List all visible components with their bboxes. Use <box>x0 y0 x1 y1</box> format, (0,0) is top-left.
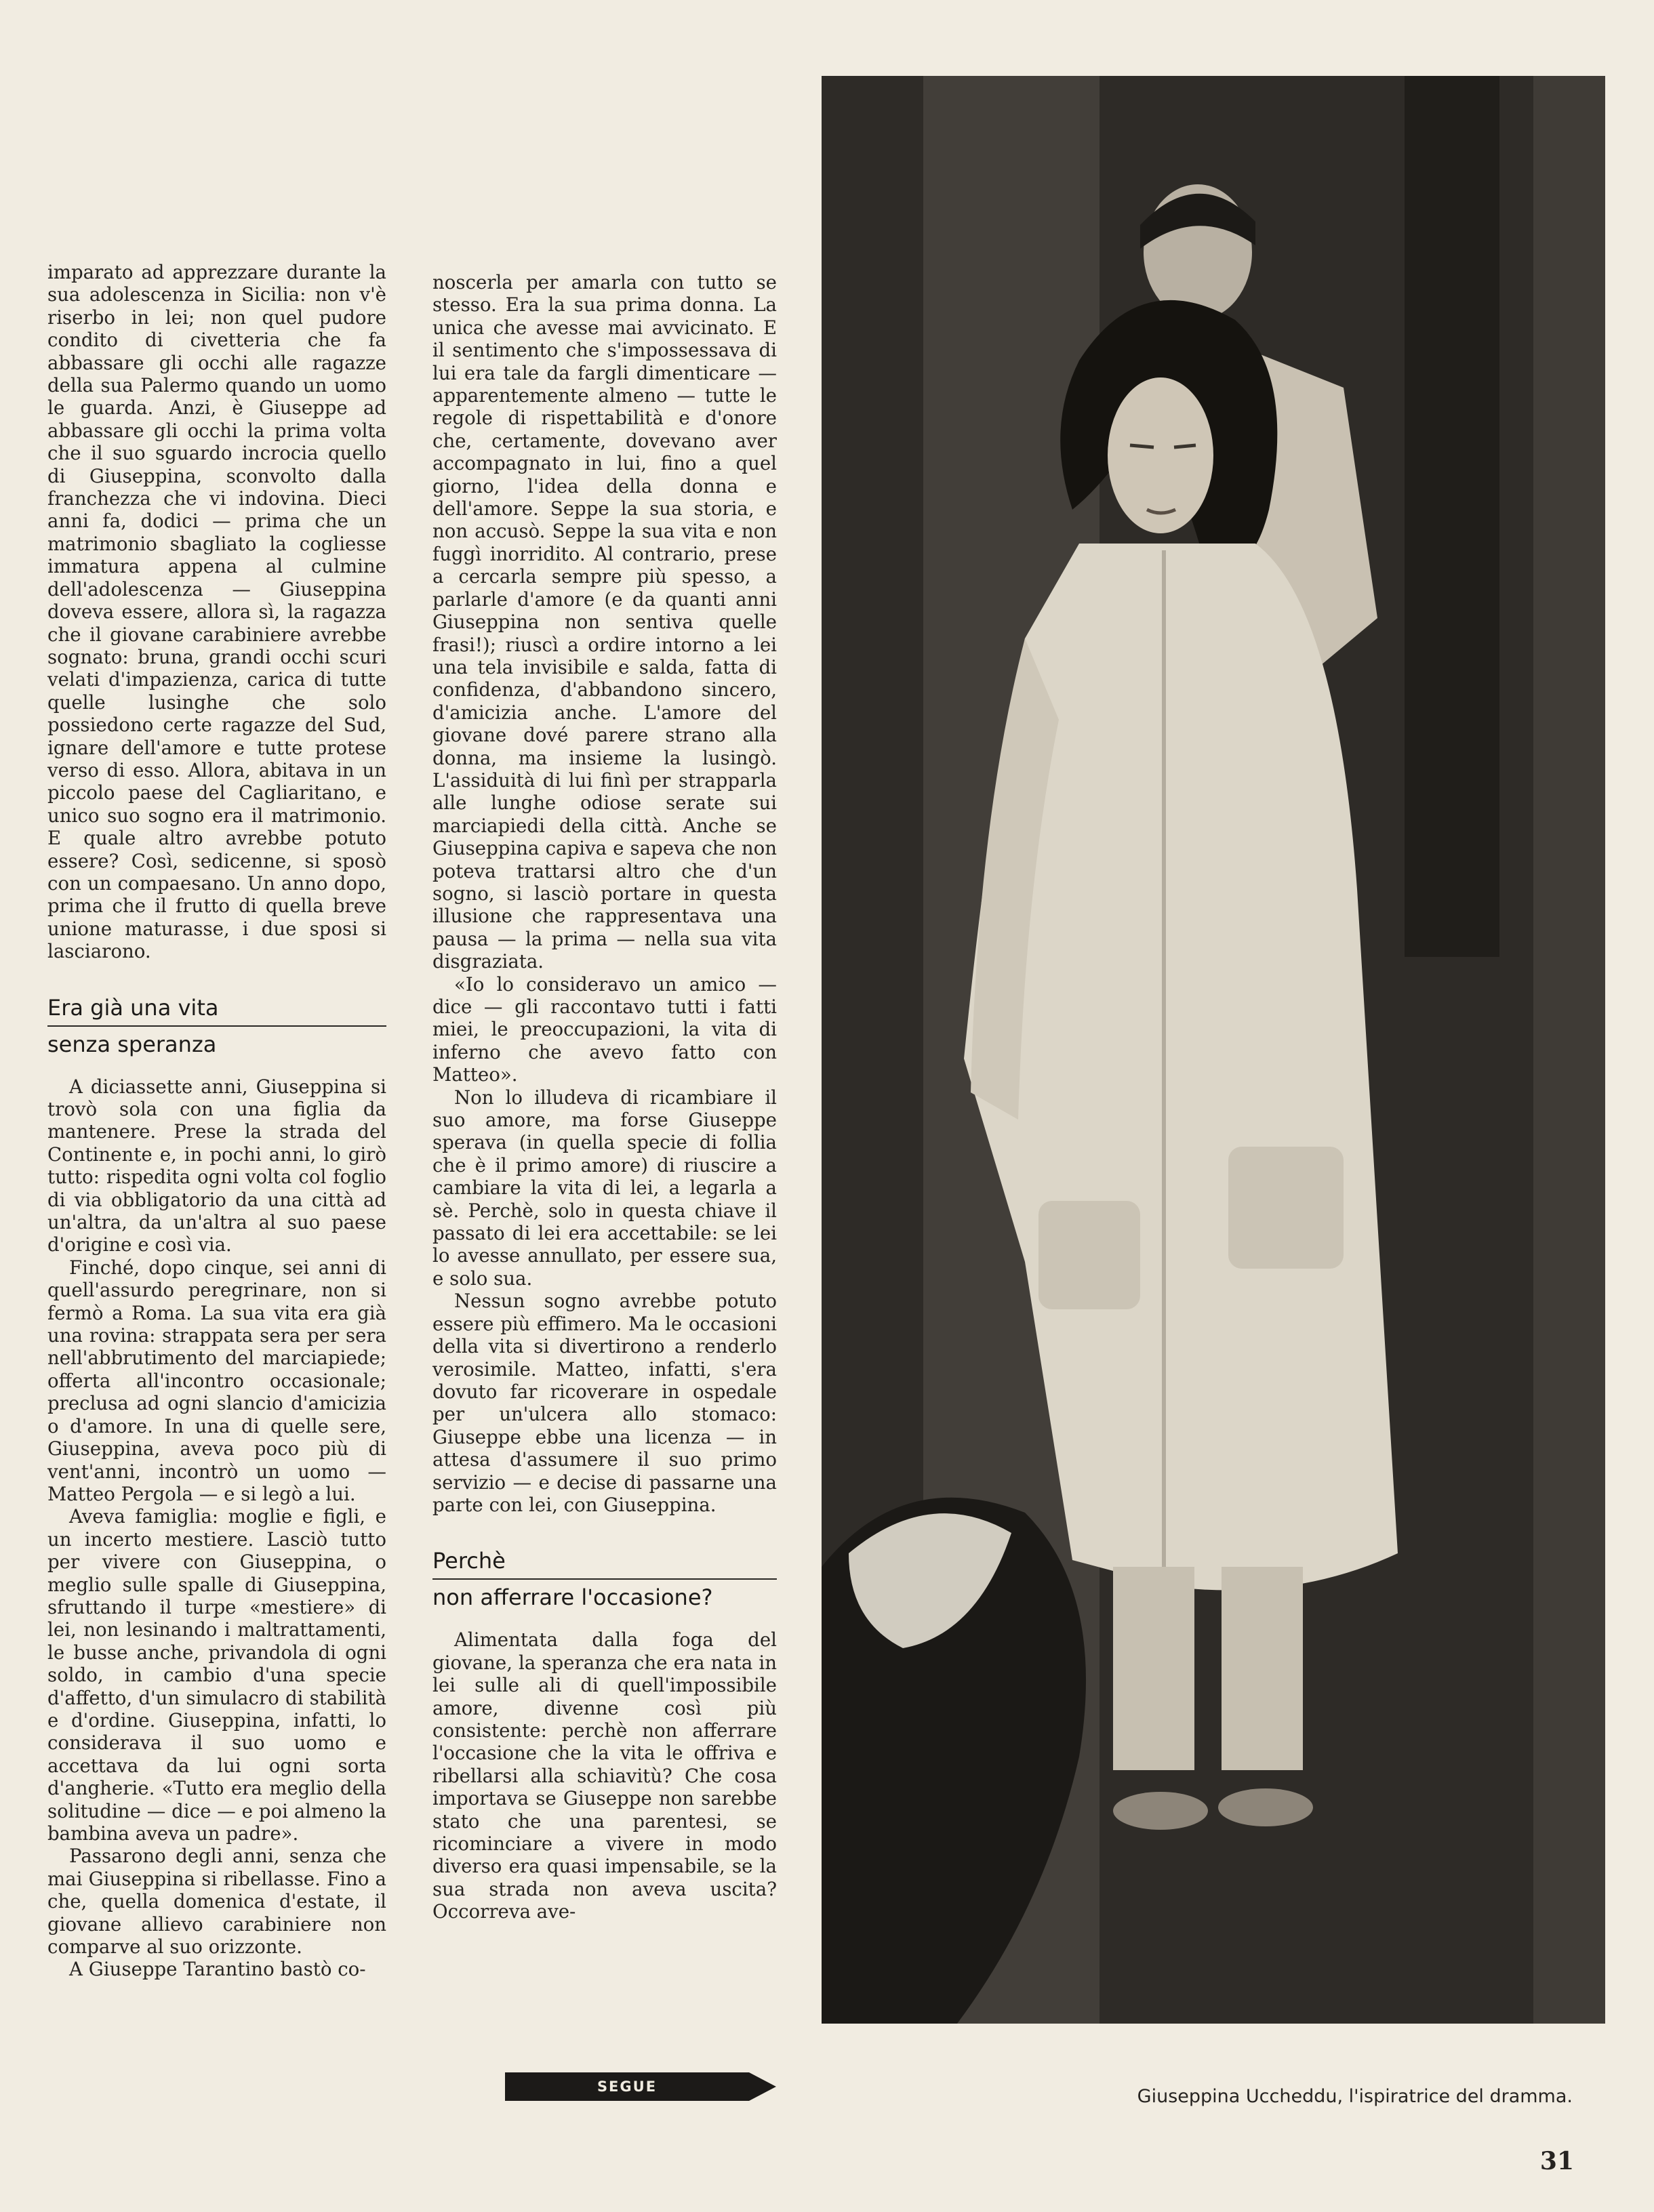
section-heading-2-line2: non afferrare l'occasione? <box>432 1584 713 1611</box>
article-column-1 <box>47 261 386 1981</box>
paragraph: A diciassette anni, Giuseppina si trovò sola con una figlia da mantenere. Prese la strada del Continente e, in pochi anni, lo girò tutto: rispedita ogni volta col foglio di via obbligatorio da una città ad un'altra, da un'altra al suo paese d'origine e così via. <box>47 1075 386 1256</box>
continue-arrow <box>505 2072 776 2101</box>
paragraph: Alimentata dalla foga del giovane, la speranza che era nata in lei sulle ali di quell'impossibile amore, divenne così più consistente: perchè non afferrare l'occasione che la vita le offriva e ribellarsi alla schiavitù? Che cosa importava se Giuseppe non sarebbe stato che una parentesi, se ricominciare a vivere in modo diverso era quasi impensabile, se la sua strada non aveva uscita? Occorreva ave- <box>432 1629 777 1923</box>
paragraph: Non lo illudeva di ricambiare il suo amore, ma forse Giuseppe sperava (in quella specie di follia che è il primo amore) di riuscire a cambiare la vita di lei, a legarla a sè. Perchè, solo in questa chiave il passato di lei era accettabile: se lei lo avesse annullato, per essere sua, e solo sua. <box>432 1086 777 1290</box>
paragraph: «Io lo consideravo un amico — dice — gli raccontavo tutti i fatti miei, le preoccupazioni, la vita di inferno che avevo fatto con Matteo». <box>432 972 777 1086</box>
article-photo <box>822 76 1605 2024</box>
article-column-2 <box>432 271 777 1923</box>
section-heading-1-line2: senza speranza <box>47 1031 217 1057</box>
continue-label: SEGUE <box>597 2078 658 2095</box>
section-heading-1 <box>47 991 386 1061</box>
photo-caption: Giuseppina Uccheddu, l'ispiratrice del dramma. <box>1137 2086 1573 2107</box>
page-number: 31 <box>1539 2147 1574 2175</box>
paragraph: imparato ad apprezzare durante la sua adolescenza in Sicilia: non v'è riserbo in lei; non quel pudore condito di civetteria che fa abbassare gli occhi alle ragazze della sua Palermo quando un uomo le guarda. Anzi, è Giuseppe ad abbassare gli occhi la prima volta che il suo sguardo incrocia quello di Giuseppina, sconvolto dalla franchezza che vi indovina. Dieci anni fa, dodici — prima che un matrimonio sbagliato la cogliesse immatura appena al culmine dell'adolescenza — Giuseppina doveva essere, allora sì, la ragazza che il giovane carabiniere avrebbe sognato: bruna, grandi occhi scuri velati d'impazienza, carica di tutte quelle lusinghe che solo possiedono certe ragazze del Sud, ignare dell'amore e tutte protese verso di esso. Allora, abitava in un piccolo paese del Cagliaritano, e unico suo sogno era il matrimonio. E quale altro avrebbe potuto essere? Così, sedicenne, si sposò con un compaesano. Un anno dopo, prima che il frutto di quella breve unione maturasse, i due sposi si lasciarono. <box>47 261 386 963</box>
paragraph: Aveva famiglia: moglie e figli, e un incerto mestiere. Lasciò tutto per vivere con Giuseppina, o meglio sulle spalle di Giuseppina, sfruttando il turpe «mestiere» di lei, non lesinando i maltrattamenti, le busse anche, privandola di ogni soldo, in cambio d'una specie d'affetto, d'un simulacro di stabilità e d'ordine. Giuseppina, infatti, lo considerava il suo uomo e accettava da lui ogni sorta d'angherie. «Tutto era meglio della solitudine — dice — e poi almeno la bambina aveva un padre». <box>47 1505 386 1845</box>
photo-illustration <box>822 76 1605 2024</box>
section-heading-2-line1: Perchè <box>432 1544 777 1580</box>
paragraph: Finché, dopo cinque, sei anni di quell'assurdo peregrinare, non si fermò a Roma. La sua vita era già una rovina: strappata sera per sera nell'abbrutimento del marciapiede; offerta all'incontro occasionale; preclusa ad ogni slancio d'amicizia o d'amore. In una di quelle sere, Giuseppina, aveva poco più di vent'anni, incontrò un uomo — Matteo Pergola — e si legò a lui. <box>47 1256 386 1505</box>
paragraph: Passarono degli anni, senza che mai Giuseppina si ribellasse. Fino a che, quella domenica d'estate, il giovane allievo carabiniere non comparve al suo orizzonte. <box>47 1845 386 1959</box>
section-heading-2 <box>432 1544 777 1614</box>
section-heading-1-line1: Era già una vita <box>47 991 386 1027</box>
paragraph: Nessun sogno avrebbe potuto essere più effimero. Ma le occasioni della vita si divertirono a renderlo verosimile. Matteo, infatti, s'era dovuto far ricoverare in ospedale per un'ulcera allo stomaco: Giuseppe ebbe una licenza — in attesa d'assumere il suo primo servizio — e decise di passarne una parte con lei, con Giuseppina. <box>432 1290 777 1516</box>
paragraph: A Giuseppe Tarantino bastò co- <box>69 1958 366 1981</box>
paragraph: noscerla per amarla con tutto se stesso. Era la sua prima donna. La unica che avesse mai avvicinato. E il sentimento che s'impossessava di lui era tale da fargli dimenticare — apparentemente almeno — tutte le regole di rispettabilità e d'onore che, certamente, dovevano aver accompagnato in lui, fino a quel giorno, l'idea della donna e dell'amore. Seppe la sua storia, e non accusò. Seppe la sua vita e non fuggì inorridito. Al contrario, prese a cercarla sempre più spesso, a parlarle d'amore (e da quanti anni Giuseppina non sentiva quelle frasi!); riuscì a ordire intorno a lei una tela invisibile e salda, fatta di confidenza, d'abbandono sincero, d'amicizia anche. L'amore del giovane dové parere strano alla donna, ma insieme la lusingò. L'assiduità di lui finì per strapparla alle lunghe odiose serate sui marciapiedi della città. Anche se Giuseppina capiva e sapeva che non poteva trattarsi altro che d'un sogno, si lasciò portare in questa illusione che rappresentava una pausa — la prima — nella sua vita disgraziata. <box>432 271 777 973</box>
